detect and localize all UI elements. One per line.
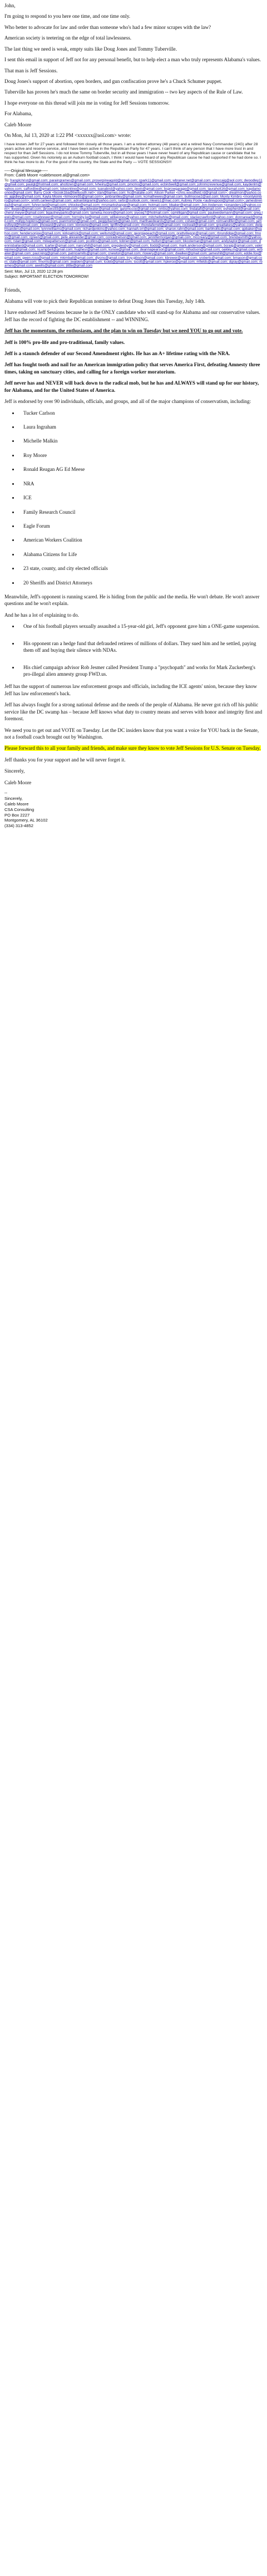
list-item: • 20 Sheriffs and District Attorneys <box>19 579 263 586</box>
sign-off: For Alabama, <box>4 111 33 117</box>
highlight-paragraph: Jeff has the momentum, the enthusiasm, and the plan to win on Tuesday but we need YOU to go out and vote. <box>4 328 243 334</box>
forwarded-headers <box>4 169 263 280</box>
bold-paragraph: Jeff is 100% pro-life and pro-traditional, family values. <box>4 339 125 345</box>
quoted-reply <box>4 132 263 165</box>
list-item: • Family Research Council <box>19 509 263 515</box>
list-item: • NRA <box>19 480 263 487</box>
sent-line: Sent: Mon, Jul 13, 2020 12:28 pm <box>4 270 63 274</box>
recipient-emails[interactable]: frangilchrist@gmail.com; paraingrames@gmail.com; proserpineagold@gmail.com; cpark11@gmail.com; wbraner.net@gmail.com; elmccaig@aol.com; dwoodley11@gmail.com; paulgt@hotmail.com; ahcitizen@gmail.com; lvheiny@gmail.com; pmcmo@gmail.com; ecbirdwell@gmail.com; johnmcrevenue@gmail.com; kaydenlm@yahoo.com; saffordbw@gmail.com; tokeonline@gmail.com; luanabird@yahoo.com; jlevin@gmail.com; bsprowgarage@gmail.com; lauraholt16@gmail.com; kaydamoonoe@gmail.com; Barry Cook <bcook1ba@bellsouth.net>; stan@barnes.com; hc@hatalie.com; Alison Parker <chris.woodfield.rd@gmail.com>; drealmon@yahoo.com; ajgidley@ymail.com; Kayla Moore <klmoore55@gmail.com>; janbrantley@gmail.com; kcmathewes@gmail.com; bullmoose2@aol.com; Monty Kimbro <montykimbro@gmail.com>; smith.carleen@gmail.com; adnanbilgrami@yahoo.com; rarbr@outlook.com; nlewis1@mac.com; Aubrey Poole <aubreypool@gmail.com>; jamesbrenda3@gmail.com; fuhrer.ted@gmail.com; chlocke@gmail.com; mrsmarksharper@gmail.com; hotmail.com; bbaker@gmail.com; Jon Anderson <jonanders1@yahoo.com>; tkeyes@gmail.com; jbrooks93@gmail.com; dkgoldwater@gmail.com; garymccoy@gmail.com; nmbs@yahoo.com; lindataft@gmail.com; eshepherd@gmail.com; cheryl.meyer@gmail.com; bgautneyparks@gmail.com; tameka.moore@gmail.com; joyceg7@hotmail.com; cqmilligan@gmail.com; paulweidemann@gmail.com; greg.lewis@gmail.com; rosebrewer@gmail.com; hornsby.jw@gmail.com; williejones@yahoo.com; mitchellwhite@gmail.com; staciecrawford@yahoo.com; donnaread@gmail.com; hollyg.hopkins@gmail.com; joanmorton@gmail.com; peggybarrett@gmail.com; marthaedwards@gmail.com; cshaw@gmail.com; tomsandifer@gmail.com; jamesfloyd@hotmail.com; jlhoward@yahoo.com; kbrowne@gmail.com; lgriffin@gmail.com; rhondaferrell@gmail.com; rockwall@gmail.com; greatlakes@yahoo.com; dwightsanders@gmail.com; lynnrwilliams@gmail.com; richardjenkins@yahoo.com; hannah.orr@gmail.com; sharon.rahn@gmail.com; barbhollis@gmail.com; gpbaker@yahoo.com; hendersonjoe@gmail.com; kirkpatrick@gmail.com; wellsmd@gmail.com; georgiapeach@gmail.com; prattvillegop@gmail.com; rbrundidge@gmail.com; fmoss@gmail.com; rgreen@gmail.com; pete.alexander@gmail.com; conradnelson@gmail.com; jennifermorgan@gmail.com; mccreary@gmail.com; brendasmith@yahoo.com; rstarr@gmail.com; mikepatterson@gmail.com; pcollins@gmail.com; tobrien@gmail.com; hullsm@gmail.com; bkcoleman@gmail.com; andytaylor@gmail.com; dennisballard@gmail.com; tcarter@gmail.com; nancyhill@gmail.com; gregglesby@gmail.com; ltodd@gmail.com; mark.anderson@gmail.com; bcraig@gmail.com; valeriejones@gmail.com; ncampbell@gmail.com; hughesr@gmail.com; ksnow@gmail.com; deannapearson@gmail.com; mhudson@gmail.com; oakley.m@gmail.com; wrbaker@gmail.com; paul.king@gmail.com; patriciamills@gmail.com; cnewton@gmail.com; rlowery@gmail.com; dwalker@gmail.com; jameshill@gmail.com; eddie.fox@gmail.com; gwen.ross@gmail.com; mkimball@gmail.com; dlyons@gmail.com; troy.gibson@gmail.com; kbrewer@gmail.com; sroberts@gmail.com; bmason@gmail.com; ctate@gmail.com; fmorris@gmail.com; jwalden@gmail.com; lcobb@gmail.com; tscott@gmail.com; hpierce@gmail.com; mfields@gmail.com; dgray@gmail.com; rbarnes@gmail.com; awells@gmail.com; jlittle@gmail.com <box>4 178 263 268</box>
letter-closing: Sincerely, <box>4 768 25 774</box>
paragraph: And he has a lot of explaining to do. <box>4 612 79 618</box>
list-item: • Alabama Citizens for Life <box>19 551 263 558</box>
greeting: John, <box>4 3 16 8</box>
call-to-action <box>4 745 263 751</box>
paragraph: Tuberville has proven he's much the same on border security and immigration -- two key aspects of the Rule of Law. <box>4 89 243 95</box>
paragraph: I sent this email in support of Jeff not for any personal benefit, but to help elect a man who truly represents Alabama's values. <box>4 57 261 63</box>
signature-line: Caleb Moore <box>4 801 29 807</box>
paragraph: Jeff has the support of numerous law enforcement groups and officials, including the ICE agents' union, because they know Jeff has law enforcement's back. <box>4 684 257 696</box>
paragraph: I hope everyone on this thread will join me in voting for Jeff Sessions tomorrow. <box>4 100 170 106</box>
list-item: • Tucker Carlson <box>19 410 263 416</box>
quoted-text: I have known Jeff for 27 years and followed him closely all those years. I am a retired attorney (48 years) and a retired Navy Commander (24G) after 28 years active and reserve service, and I have been active in the Republican Party for 47 years. I can't think of any person that I have more trust in and respect for than Jeff Sessions. I do not know Tommy Tuberville, but in all those years I have never heard of any Republican cause or candidate that he has supported. Given his notoriety as an Auburn football coach, I think I would have heard of any Republican cause he had supported if he had done so. I think he has more to do. For the good of the country, the State and the Party — VOTE SESSIONS!!! <box>4 142 261 164</box>
email-signature <box>4 790 263 829</box>
sender-name: Caleb Moore <box>4 121 32 127</box>
paragraph: Jeff has always fought for a strong national defense and the needs of the people of Alabama. He never got rich off his public service like the DC swamp has – because Jeff knows what duty to country means and serves with honor and integrity first and foremost. <box>4 702 263 722</box>
bold-paragraph: Jeff is a staunch defender of our Second Amendment rights. He has an A+ lifetime rating with the NRA. <box>4 351 230 357</box>
quoted-header: On Mon, Jul 13, 2020 at 1:22 PM <xxxxxx@aol.com> wrote: <box>4 132 131 139</box>
signature-separator: -- <box>4 790 8 796</box>
paragraph: Doug Jones's support of abortion, open borders, and gun confiscation prove he's a Chuck Schumer puppet. <box>4 78 222 84</box>
paragraph: Alabama will vote to pick their Republican nominee to defeat Doug Jones this Tuesday, July 14th. <box>4 298 205 304</box>
list-item: • His chief campaign advisor Rob Jesmer called President Trump a "psychopath" and works for Mark Zuckerberg's pro-illegal alien amnesty group FWD.us. <box>19 664 263 678</box>
signature-line: PO Box 2227 <box>4 812 30 818</box>
from-line: From: Caleb Moore <calebmoore.al@gmail.com> <box>4 174 90 178</box>
paragraph: Jeff thanks you for your support and he will never forget it. <box>4 756 126 763</box>
subject-line: Subject: IMPORTANT ELECTION TOMORROW! <box>4 274 89 279</box>
endorsement-list <box>4 410 263 586</box>
opponent-list <box>4 623 263 677</box>
list-item: • One of his football players sexually assaulted a 15-year-old girl, Jeff's opponent gave him a ONE-game suspension. <box>19 623 263 630</box>
signature-line: Montgomery, AL 36102 <box>4 818 48 823</box>
bold-paragraph: Jeff never has and NEVER will back down to the radical mob, but he has and ALWAYS will stand up for our history, for Alabama, and for the United States of America. <box>4 380 259 393</box>
paragraph: I'm going to respond to you here one time, and one time only. <box>4 13 131 19</box>
paragraph: I have endorsed Jeff Sessions because he is the ONLY candidate who will stand-up for Alabama and our conservative values. Jeff has the record of fighting the DC establishment -- and WINNING. <box>4 309 260 322</box>
paragraph: Meanwhile, Jeff's opponent is running scared. He is hiding from the public and the media. He won't debate. He won't answer questions and he won't explain. <box>4 594 260 607</box>
highlighted-text: Please forward this to all your family and friends, and make sure they know to vote Jeff Sessions for U.S. Senate on Tuesday. <box>4 745 261 751</box>
original-message-separator: -----Original Message----- <box>4 169 48 173</box>
to-label: To: <box>4 178 9 183</box>
letter-greeting: Friends, <box>4 287 21 293</box>
forwarded-letter <box>4 287 263 786</box>
email-body <box>0 0 267 832</box>
paragraph: The last thing we need is weak, empty suits like Doug Jones and Tommy Tuberville. <box>4 46 177 52</box>
paragraph: American society is teetering on the edge of total lawlessness. <box>4 35 132 41</box>
list-item: • 23 state, county, and city elected officials <box>19 565 263 572</box>
list-item: • His opponent ran a hedge fund that defrauded retirees of millions of dollars. They sued him and he settled, paying them off and buying their silence with NDAs. <box>19 640 263 654</box>
list-item: • ICE <box>19 494 263 501</box>
list-item: • Ronald Reagan AG Ed Meese <box>19 466 263 473</box>
signature-line: CSA Consulting <box>4 807 34 812</box>
list-item: • Roy Moore <box>19 452 263 459</box>
list-item: • Laura Ingraham <box>19 424 263 430</box>
letter-signer: Caleb Moore <box>4 779 32 785</box>
paragraph: That man is Jeff Sessions. <box>4 67 58 73</box>
reply-section <box>4 2 263 128</box>
bold-paragraph: Jeff has fought tooth and nail for an American immigration policy that serves America First, defeating Amnesty three times, taking on sanctuary cities, and calling for a foreign worker moratorium. <box>4 362 260 375</box>
list-item: • American Workers Coalition <box>19 537 263 543</box>
list-item: • Eagle Forum <box>19 523 263 529</box>
signature-line: Sincerely, <box>4 795 23 801</box>
recipient-list <box>4 179 263 268</box>
list-item: • Michelle Malkin <box>19 437 263 444</box>
paragraph: We need you to get out and VOTE on Tuesday. Let the DC insiders know that you want a voice for YOU back in the Senate, not a football coach brought out by Washington. <box>4 727 259 740</box>
paragraph: Jeff is endorsed by over 90 individuals, officials, and groups, and all of the major champions of conservatism, including: <box>4 399 251 405</box>
signature-line: (334) 313-4852 <box>4 823 33 829</box>
paragraph: Who better to advocate for law and order than someone who's had a few minor scrapes with the law? <box>4 24 211 30</box>
